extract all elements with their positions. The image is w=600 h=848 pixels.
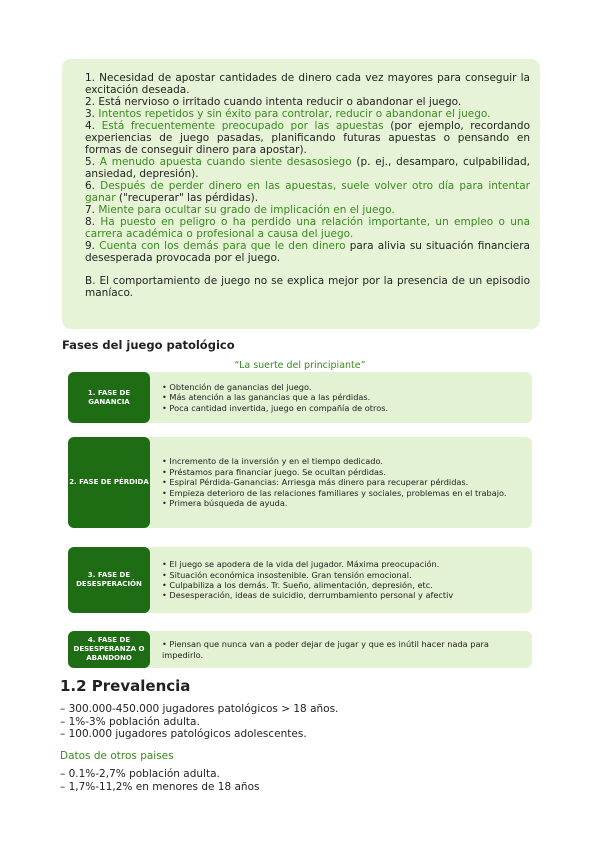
criterion-item xyxy=(85,180,530,204)
list-item: – 1%-3% población adulta. xyxy=(60,715,200,728)
other-countries-list xyxy=(60,768,259,793)
phase-item: • Empieza deterioro de las relaciones familiares y sociales, problemas en el trabajo. xyxy=(162,487,507,498)
phase-item: • Piensan que nunca van a poder dejar de jugar y que es inútil hacer nada para impedirlo. xyxy=(162,639,489,660)
criterion-item xyxy=(85,240,530,264)
phase-label: 1. FASE DE GANANCIA xyxy=(68,372,150,423)
phases-subtitle: “La suerte del principiante” xyxy=(234,360,366,371)
phase-item: • Más atención a las ganancias que a las pérdidas. xyxy=(162,392,371,403)
criterion-text: 5. xyxy=(85,156,100,168)
criteria-box xyxy=(62,59,540,329)
criterion-item xyxy=(85,72,530,96)
phase-card xyxy=(68,547,532,613)
criterion-text: para alivia su situación financiera desesperada provocada por el juego. xyxy=(85,240,530,264)
criterion-text: (p. ej., desamparo, culpabilidad, ansiedad, depresión). xyxy=(85,156,530,180)
phase-item: • Poca cantidad invertida, juego en compañía de otros. xyxy=(162,402,389,413)
criterion-text: 7. xyxy=(85,204,99,216)
criterion-text: 3. xyxy=(85,108,99,120)
criterion-text: ("recuperar" las pérdidas). xyxy=(115,192,259,204)
phase-item: • Situación económica insostenible. Gran tensión emocional. xyxy=(162,569,412,580)
phase-card xyxy=(68,372,532,423)
criterion-highlight: Ha puesto en peligro o ha perdido una relación importante, un empleo o una carrera académica o profesional a causa del juego. xyxy=(85,216,530,240)
list-item: – 100.000 jugadores patológicos adolescentes. xyxy=(60,728,307,740)
list-item: – 1,7%-11,2% en menores de 18 años xyxy=(60,780,260,793)
criterion-item xyxy=(85,156,530,180)
section-title: Fases del juego patológico xyxy=(62,338,235,352)
phase-label: 2. FASE DE PÉRDIDA xyxy=(68,437,150,528)
phase-label: 3. FASE DE DESESPERACIÓN xyxy=(68,547,150,613)
criterion-highlight: Después de perder dinero en las apuestas, suele volver otro día para intentar ganar xyxy=(85,180,530,204)
criterion-highlight: Miente para ocultar su grado de implicación en el juego. xyxy=(98,204,395,216)
other-countries-title: Datos de otros paises xyxy=(60,750,174,762)
criterion-text: 9. xyxy=(85,240,100,252)
phase-item: • El juego se apodera de la vida del jugador. Máxima preocupación. xyxy=(162,559,440,570)
prevalence-title: 1.2 Prevalencia xyxy=(60,677,191,695)
criterion-b: B. El comportamiento de juego no se explica mejor por la presencia de un episodio maníaco. xyxy=(85,275,530,299)
criterion-highlight: Está frecuentemente preocupado por las apuestas xyxy=(101,120,384,132)
criterion-item xyxy=(85,204,530,216)
phase-item: • Culpabiliza a los demás. Tr. Sueño, alimentación, depresión, etc. xyxy=(162,580,433,590)
criterion-text: 8. xyxy=(85,216,101,228)
phase-card xyxy=(68,437,532,528)
list-item: – 300.000-450.000 jugadores patológicos > 18 años. xyxy=(60,703,339,715)
criterion-item xyxy=(85,108,530,120)
criterion-item xyxy=(85,216,530,240)
phase-item: • Préstamos para financiar juego. Se ocultan pérdidas. xyxy=(162,466,386,477)
criterion-item xyxy=(85,96,530,108)
criteria-list xyxy=(85,72,530,264)
phase-item: • Incremento de la inversión y en el tiempo dedicado. xyxy=(162,456,383,467)
criterion-item xyxy=(85,120,530,156)
criterion-highlight: Intentos repetidos y sin éxito para controlar, reducir o abandonar el juego. xyxy=(98,108,491,120)
criterion-text: 2. Está nervioso o irritado cuando intenta reducir o abandonar el juego. xyxy=(85,96,462,108)
criterion-highlight: A menudo apuesta cuando siente desasosiego xyxy=(99,156,352,168)
criterion-text: 4. xyxy=(85,120,102,132)
criterion-text: (por ejemplo, recordando experiencias de juego pasadas, planificando futuras apuestas o pensando en formas de conseguir dinero para apostar). xyxy=(85,120,531,156)
criterion-highlight: Cuenta con los demás para que le den dinero xyxy=(99,240,346,252)
phase-item: • Primera búsqueda de ayuda. xyxy=(162,498,288,509)
phase-item: • Desesperación, ideas de suicidio, derrumbamiento personal y afectiv xyxy=(162,590,454,601)
list-item: – 0.1%-2,7% población adulta. xyxy=(60,768,220,780)
phase-item: • Espiral Pérdida-Ganancias: Arriesga más dinero para recuperar pérdidas. xyxy=(162,477,469,488)
prevalence-list xyxy=(60,703,338,741)
phase-item: • Obtención de ganancias del juego. xyxy=(162,381,312,392)
phase-card xyxy=(68,631,532,668)
criterion-text: 1. Necesidad de apostar cantidades de dinero cada vez mayores para conseguir la excitación deseada. xyxy=(85,72,530,96)
criterion-text: 6. xyxy=(85,180,101,192)
phase-label: 4. FASE DE DESESPERANZA O ABANDONO xyxy=(68,631,150,668)
